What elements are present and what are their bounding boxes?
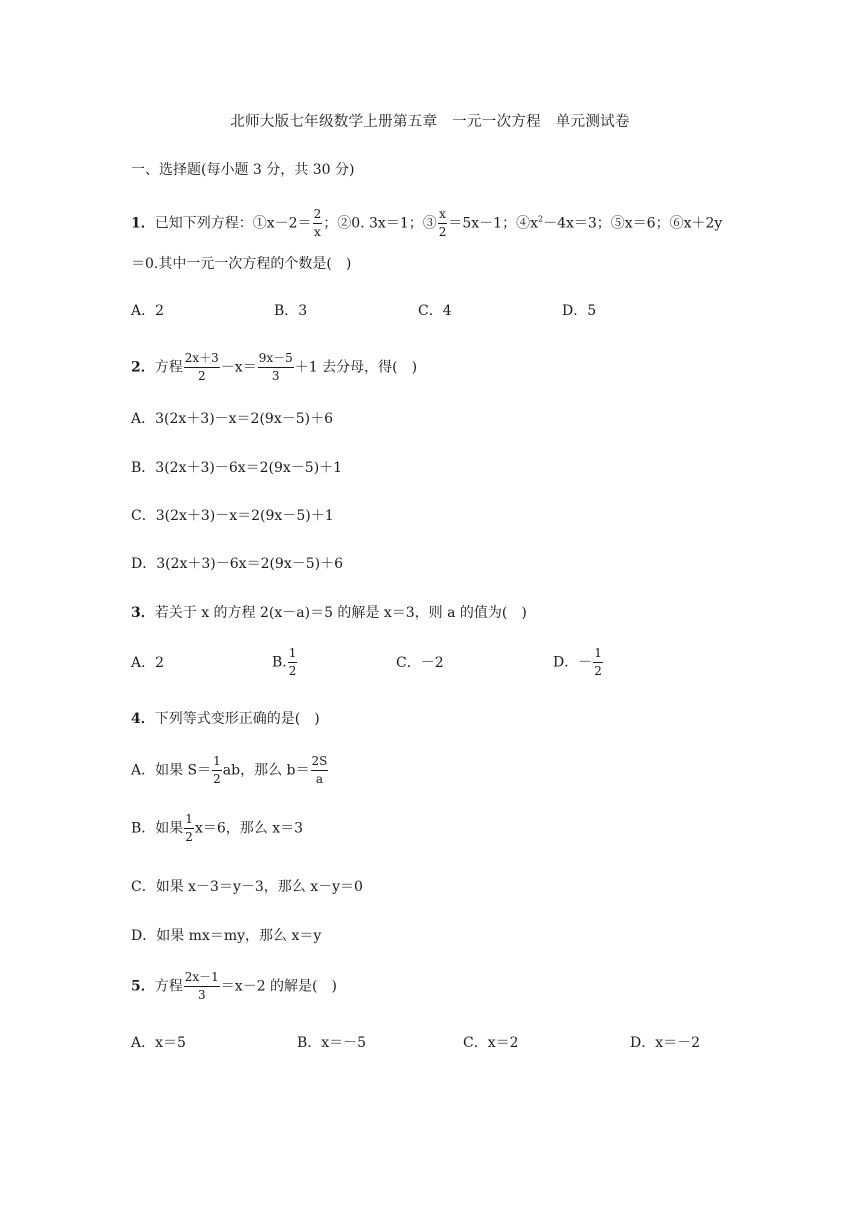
fraction [184,813,194,844]
fraction [593,647,603,678]
option-c: C．3(2x＋3)－x＝2(9x－5)＋1 [131,508,334,524]
numerator: 2S [311,755,329,771]
question-text: 方程 [154,359,183,376]
option-label: B. [272,654,287,671]
option-a [131,755,329,786]
question-text: －x＝ [220,359,257,376]
option-c: C．x＝2 [463,1035,519,1051]
denominator: 3 [197,988,206,1003]
numerator: 2x＋3 [184,352,220,368]
option-d: D．x＝－2 [630,1035,701,1051]
question-4-stem [131,712,320,726]
denominator: 3 [271,369,280,384]
exponent: 2 [537,214,544,224]
option-b [131,813,303,844]
denominator: 2 [197,369,206,384]
option-d: D．如果 mx＝my，那么 x＝y [131,928,322,944]
denominator: 2 [213,772,221,787]
fraction [288,647,298,678]
numerator: 1 [184,813,194,829]
denominator: 2 [594,664,602,679]
denominator: a [315,772,324,787]
question-number: 1． [131,215,155,232]
question-text: 已知下列方程：①x－2＝ [154,215,312,232]
fraction [212,755,222,786]
numerator: 1 [212,755,222,771]
option-b [272,647,298,678]
option-d: D．5 [562,303,597,319]
document-title: 北师大版七年级数学上册第五章 一元一次方程 单元测试卷 [230,114,630,130]
question-text: 方程 [154,978,183,995]
fraction [311,755,329,786]
question-text: －4x＝3；⑤x＝6；⑥x＋2y [543,215,723,232]
numerator: 2x－1 [184,971,220,987]
question-text: 下列等式变形正确的是( ) [154,711,320,727]
denominator: 2 [438,225,447,240]
numerator: 2 [313,208,323,224]
numerator: 1 [593,647,603,663]
question-5-stem [131,971,337,1002]
option-text: ab，那么 b＝ [222,762,310,779]
question-1-stem-line2: ＝0.其中一元一次方程的个数是( ) [131,256,352,272]
question-number: 2． [131,359,155,376]
option-c: C．如果 x－3＝y－3，那么 x－y＝0 [131,879,363,895]
fraction [438,208,448,239]
option-c: C．4 [418,303,452,319]
question-1-stem [131,208,722,239]
option-b: B．3(2x＋3)－6x＝2(9x－5)＋1 [131,460,343,476]
question-text: ；②0. 3x＝1；③ [323,215,437,232]
question-number: 3． [131,605,155,621]
question-text: ＝x－2 的解是( ) [220,978,337,995]
fraction [184,352,220,383]
denominator: 2 [288,664,297,679]
question-text: 若关于 x 的方程 2(x－a)＝5 的解是 x＝3，则 a 的值为( ) [154,605,527,621]
option-b: B．x＝－5 [297,1035,367,1051]
numerator: 1 [288,647,298,663]
option-text: B．如果 [131,820,184,837]
fraction [258,352,294,383]
option-b: B．3 [274,303,308,319]
option-d: D．3(2x＋3)－6x＝2(9x－5)＋6 [131,556,344,572]
question-number: 5． [131,978,155,995]
denominator: x [313,225,321,240]
option-c: C．－2 [396,655,444,671]
option-d [553,647,604,678]
section-heading: 一、选择题(每小题 3 分，共 30 分) [131,162,355,178]
fraction [313,208,323,239]
option-a: A．x＝5 [131,1035,186,1051]
option-label: D．－ [553,654,593,671]
option-a: A．3(2x＋3)－x＝2(9x－5)＋6 [131,411,333,427]
question-2-stem [131,352,417,383]
fraction [184,971,220,1002]
question-3-stem [131,606,527,620]
option-text: x＝6，那么 x＝3 [194,820,303,837]
numerator: x [438,208,448,224]
denominator: 2 [185,830,193,845]
option-text: A．如果 S＝ [131,762,212,779]
option-a: A．2 [131,655,165,671]
option-a: A．2 [131,303,165,319]
question-text: ＝5x－1；④x [448,215,538,232]
numerator: 9x－5 [258,352,294,368]
question-number: 4． [131,711,155,727]
question-text: ＋1 去分母，得( ) [294,359,418,376]
